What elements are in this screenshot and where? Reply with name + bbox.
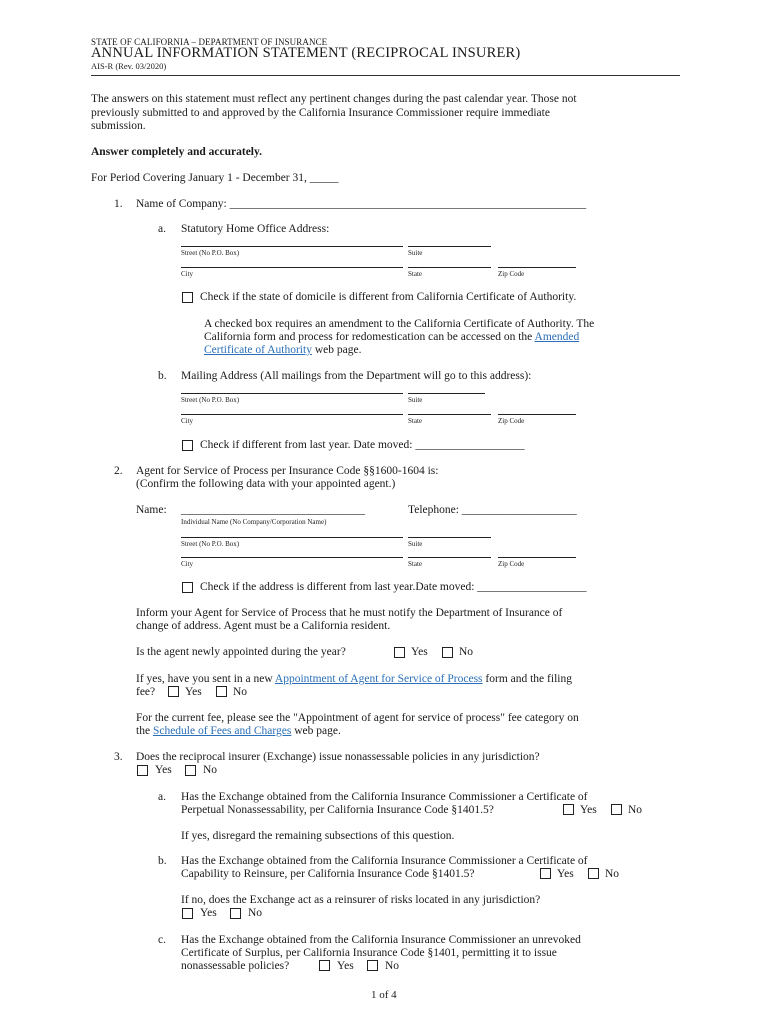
newly-appointed-yes-checkbox[interactable] — [394, 647, 405, 658]
nonassessable-yes-label: Yes — [155, 764, 172, 776]
agent-state-caption: State — [408, 560, 422, 568]
fee-tail: web page. — [291, 725, 341, 737]
amendment-note-tail: web page. — [311, 344, 362, 356]
individual-name-caption: Individual Name (No Company/Corporation Name) — [181, 518, 327, 526]
mail-state-input[interactable] — [408, 414, 491, 415]
form-title: ANNUAL INFORMATION STATEMENT (RECIPROCAL INSURER) — [91, 45, 521, 61]
q3a-no-checkbox[interactable] — [611, 804, 622, 815]
agent-zip-input[interactable] — [498, 557, 576, 558]
home-zip-caption: Zip Code — [498, 270, 525, 278]
q3b-sub-no-checkbox[interactable] — [230, 908, 241, 919]
newly-appointed-yes-label: Yes — [411, 646, 428, 658]
home-street-input[interactable] — [181, 246, 403, 247]
company-name-field[interactable]: Name of Company: ______________________________________________________________ — [136, 198, 587, 210]
agent-street-caption: Street (No P.O. Box) — [181, 540, 240, 548]
q1a-letter: a. — [158, 223, 166, 235]
fee-text: the — [136, 725, 153, 737]
q1b-letter: b. — [158, 370, 167, 382]
q3a-yes-checkbox[interactable] — [563, 804, 574, 815]
agency-name: STATE OF CALIFORNIA – DEPARTMENT OF INSURANCE — [91, 37, 328, 47]
q1-number: 1. — [114, 198, 123, 210]
agent-suite-input[interactable] — [408, 537, 491, 538]
newly-appointed-no-label: No — [459, 646, 474, 658]
sent-form-tail: form and the filing — [482, 673, 572, 685]
agent-moved-label[interactable]: Check if the address is different from last year.Date moved: ___________________ — [200, 581, 587, 593]
mailing-moved-checkbox[interactable] — [182, 440, 193, 451]
mail-suite-caption: Suite — [408, 396, 423, 404]
header-divider — [91, 75, 680, 76]
q3a-yes-label: Yes — [580, 804, 597, 816]
q3b-no-checkbox[interactable] — [588, 868, 599, 879]
home-street-caption: Street (No P.O. Box) — [181, 249, 240, 257]
schedule-of-fees-link[interactable]: Schedule of Fees and Charges — [152, 725, 292, 737]
newly-appointed-question: Is the agent newly appointed during the year? — [136, 646, 346, 658]
home-suite-caption: Suite — [408, 249, 423, 257]
agent-zip-caption: Zip Code — [498, 560, 525, 568]
q3-number: 3. — [114, 751, 123, 763]
q3c-no-label: No — [385, 960, 400, 972]
amendment-note-line-3 — [204, 344, 361, 357]
mail-city-caption: City — [181, 417, 194, 425]
newly-appointed-no-checkbox[interactable] — [442, 647, 453, 658]
page-number: 1 of 4 — [371, 989, 397, 1001]
q3b-no-label: No — [605, 868, 620, 880]
q2-number: 2. — [114, 465, 123, 477]
instruction: Answer completely and accurately. — [91, 146, 262, 158]
agent-state-input[interactable] — [408, 557, 491, 558]
period-covering[interactable]: For Period Covering January 1 - December 31, _____ — [91, 172, 339, 184]
q3a-line-2: Perpetual Nonassessability, per California Insurance Code §1401.5? — [181, 804, 494, 816]
domicile-check-label: Check if the state of domicile is different from California Certificate of Authority. — [200, 291, 577, 303]
sent-form-yes-checkbox[interactable] — [168, 686, 179, 697]
q3c-line-3: nonassessable policies? — [181, 960, 290, 972]
q3c-line-2: Certificate of Surplus, per California Insurance Code §1401, permitting it to issue — [181, 947, 557, 959]
q3b-yes-label: Yes — [557, 868, 574, 880]
amendment-note-line-2 — [204, 331, 579, 344]
home-suite-input[interactable] — [408, 246, 491, 247]
mail-city-input[interactable] — [181, 414, 403, 415]
mailing-moved-label[interactable]: Check if different from last year. Date moved: ___________________ — [200, 439, 525, 451]
nonassessable-no-label: No — [203, 764, 218, 776]
home-state-caption: State — [408, 270, 422, 278]
domicile-checkbox[interactable] — [182, 292, 193, 303]
agent-city-caption: City — [181, 560, 194, 568]
q3b-letter: b. — [158, 855, 167, 867]
amended-certificate-link[interactable]: Amended — [534, 331, 580, 343]
sent-form-text: If yes, have you sent in a new — [136, 673, 275, 685]
q3a-letter: a. — [158, 791, 166, 803]
agent-line-2: (Confirm the following data with your appointed agent.) — [136, 478, 396, 490]
q3b-line-2: Capability to Reinsure, per California Insurance Code §1401.5? — [181, 868, 475, 880]
mail-street-input[interactable] — [181, 393, 403, 394]
fee-line-1: For the current fee, please see the "Appointment of agent for service of process" fee category on — [136, 712, 579, 724]
inform-agent-line-2: change of address. Agent must be a California resident. — [136, 620, 391, 632]
q3b-sub-question: If no, does the Exchange act as a reinsurer of risks located in any jurisdiction? — [181, 894, 541, 906]
fee-line-2 — [136, 725, 341, 738]
home-zip-input[interactable] — [498, 267, 576, 268]
q3b-line-1: Has the Exchange obtained from the California Insurance Commissioner a Certificate of — [181, 855, 588, 867]
form-number: AIS-R (Rev. 03/2020) — [91, 61, 167, 71]
sent-form-no-label: No — [233, 686, 248, 698]
nonassessable-no-checkbox[interactable] — [185, 765, 196, 776]
home-city-input[interactable] — [181, 267, 403, 268]
intro-line-1: The answers on this statement must reflect any pertinent changes during the past calendar year. Those not — [91, 93, 577, 105]
nonassessable-yes-checkbox[interactable] — [137, 765, 148, 776]
agent-street-input[interactable] — [181, 537, 403, 538]
mail-street-caption: Street (No P.O. Box) — [181, 396, 240, 404]
home-state-input[interactable] — [408, 267, 491, 268]
agent-telephone-field[interactable]: Telephone: ____________________ — [408, 504, 577, 516]
mail-suite-input[interactable] — [408, 393, 485, 394]
amendment-note-line-1: A checked box requires an amendment to the California Certificate of Authority. The — [204, 318, 595, 330]
sent-form-line-1 — [136, 673, 572, 686]
q3c-yes-checkbox[interactable] — [319, 960, 330, 971]
sent-form-no-checkbox[interactable] — [216, 686, 227, 697]
q3c-line-1: Has the Exchange obtained from the California Insurance Commissioner an unrevoked — [181, 934, 581, 946]
home-city-caption: City — [181, 270, 194, 278]
agent-line-1: Agent for Service of Process per Insurance Code §§1600-1604 is: — [136, 465, 439, 477]
q3c-yes-label: Yes — [337, 960, 354, 972]
q3a-line-1: Has the Exchange obtained from the California Insurance Commissioner a Certificate of — [181, 791, 588, 803]
inform-agent-line-1: Inform your Agent for Service of Process that he must notify the Department of Insurance of — [136, 607, 563, 619]
mail-zip-caption: Zip Code — [498, 417, 525, 425]
nonassessable-question: Does the reciprocal insurer (Exchange) issue nonassessable policies in any jurisdiction? — [136, 751, 540, 763]
sent-form-fee-label: fee? — [136, 686, 156, 698]
intro-line-2: previously submitted to and approved by the California Insurance Commissioner require immediate — [91, 107, 550, 119]
q3c-letter: c. — [158, 934, 166, 946]
appointment-of-agent-link[interactable]: Appointment of Agent for Service of Process — [274, 673, 483, 685]
q3c-no-checkbox[interactable] — [367, 960, 378, 971]
agent-name-input[interactable]: ________________________________ — [181, 504, 365, 516]
q3b-sub-yes-checkbox[interactable] — [182, 908, 193, 919]
q3a-no-label: No — [628, 804, 643, 816]
agent-moved-checkbox[interactable] — [182, 582, 193, 593]
q3a-note: If yes, disregard the remaining subsections of this question. — [181, 830, 455, 842]
mailing-address-label: Mailing Address (All mailings from the Department will go to this address): — [181, 370, 532, 382]
agent-name-label: Name: — [136, 504, 167, 516]
q3b-sub-no-label: No — [248, 907, 263, 919]
agent-city-input[interactable] — [181, 557, 403, 558]
agent-suite-caption: Suite — [408, 540, 423, 548]
intro-line-3: submission. — [91, 120, 146, 132]
home-office-label: Statutory Home Office Address: — [181, 223, 330, 235]
certificate-of-authority-link[interactable]: Certificate of Authority — [204, 344, 312, 356]
amendment-note-text: California form and process for redomestication can be accessed on the — [204, 331, 535, 343]
mail-state-caption: State — [408, 417, 422, 425]
sent-form-yes-label: Yes — [185, 686, 202, 698]
mail-zip-input[interactable] — [498, 414, 576, 415]
q3b-sub-yes-label: Yes — [200, 907, 217, 919]
q3b-yes-checkbox[interactable] — [540, 868, 551, 879]
